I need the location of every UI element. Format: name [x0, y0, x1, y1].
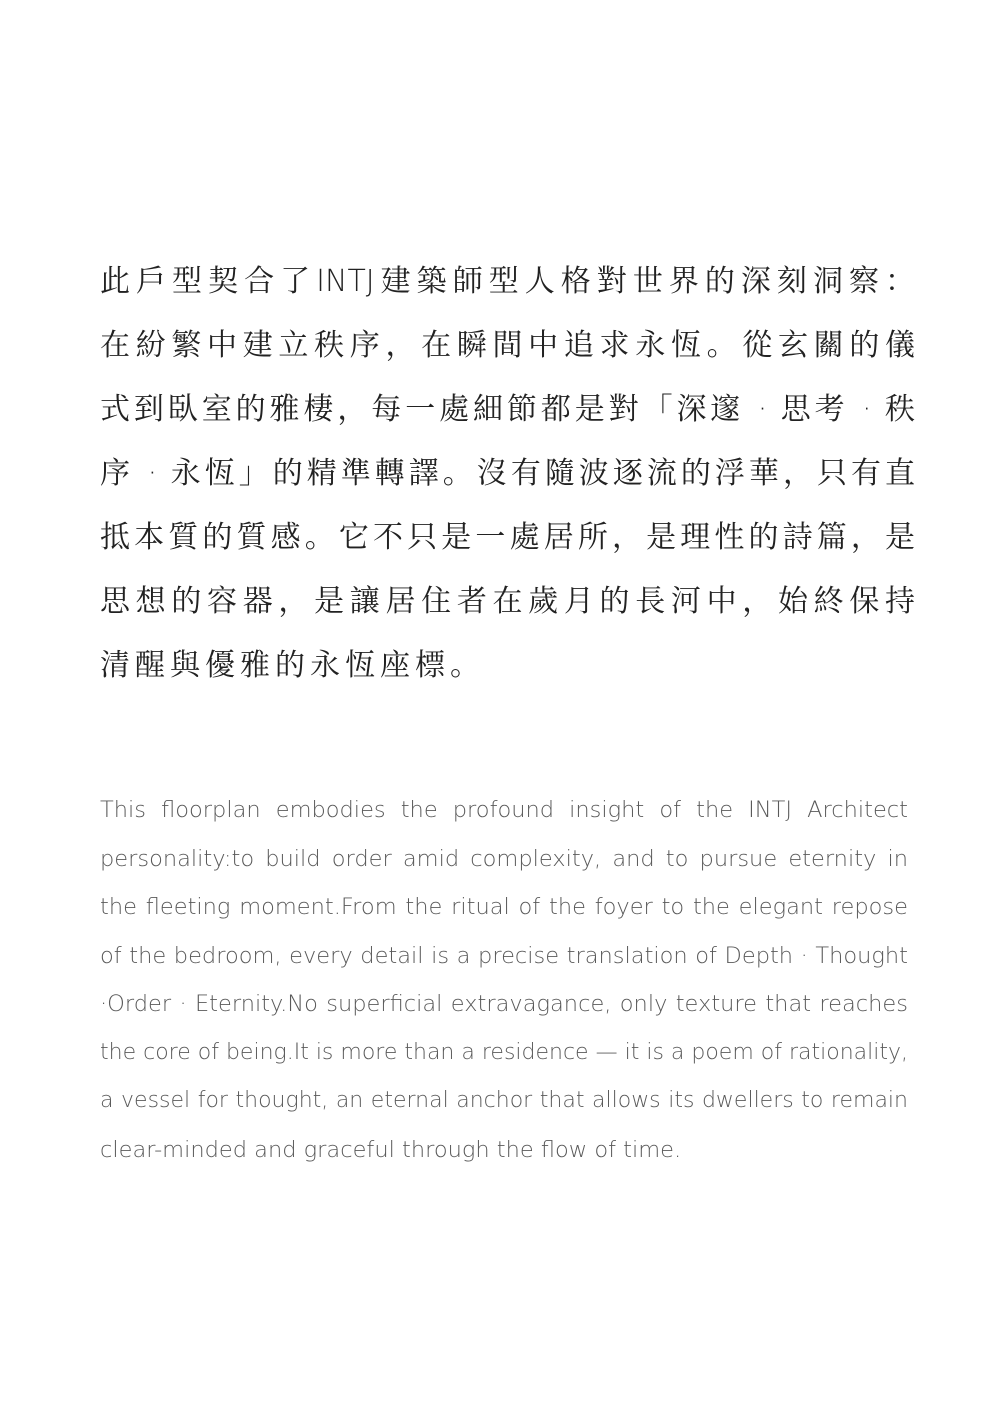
english-line: ·Order · Eternity.No superficial extravagance, only texture that reaches [100, 991, 908, 1017]
english-line: the core of being.It is more than a residence — it is a poem of rationality, [100, 1039, 908, 1065]
chinese-line: 此戶型契合了INTJ建築師型人格對世界的深刻洞察： [100, 264, 915, 299]
chinese-line-last: 清醒與優雅的永恆座標。 [100, 648, 485, 683]
chinese-line: 抵本質的質感。它不只是一處居所，是理性的詩篇，是 [100, 520, 915, 555]
english-line: a vessel for thought, an eternal anchor that allows its dwellers to remain [100, 1088, 908, 1113]
english-line: the fleeting moment.From the ritual of the foyer to the elegant repose [100, 894, 908, 920]
english-line: of the bedroom, every detail is a precise translation of Depth · Thought [100, 942, 908, 969]
chinese-line: 序 · 永恆」的精準轉譯。沒有隨波逐流的浮華，只有直 [100, 456, 915, 491]
chinese-paragraph [100, 250, 915, 698]
english-paragraph [100, 786, 908, 1174]
english-line-last: clear-minded and graceful through the flow of time. [100, 1136, 682, 1163]
chinese-line: 在紛繁中建立秩序，在瞬間中追求永恆。從玄關的儀 [100, 328, 915, 363]
english-line: personality:to build order amid complexity, and to pursue eternity in [100, 845, 908, 872]
chinese-line: 思想的容器，是讓居住者在歲月的長河中，始終保持 [100, 584, 915, 619]
english-line: This floorplan embodies the profound insight of the INTJ Architect [100, 797, 908, 823]
chinese-line: 式到臥室的雅棲，每一處細節都是對「深邃 · 思考 · 秩 [100, 392, 915, 427]
